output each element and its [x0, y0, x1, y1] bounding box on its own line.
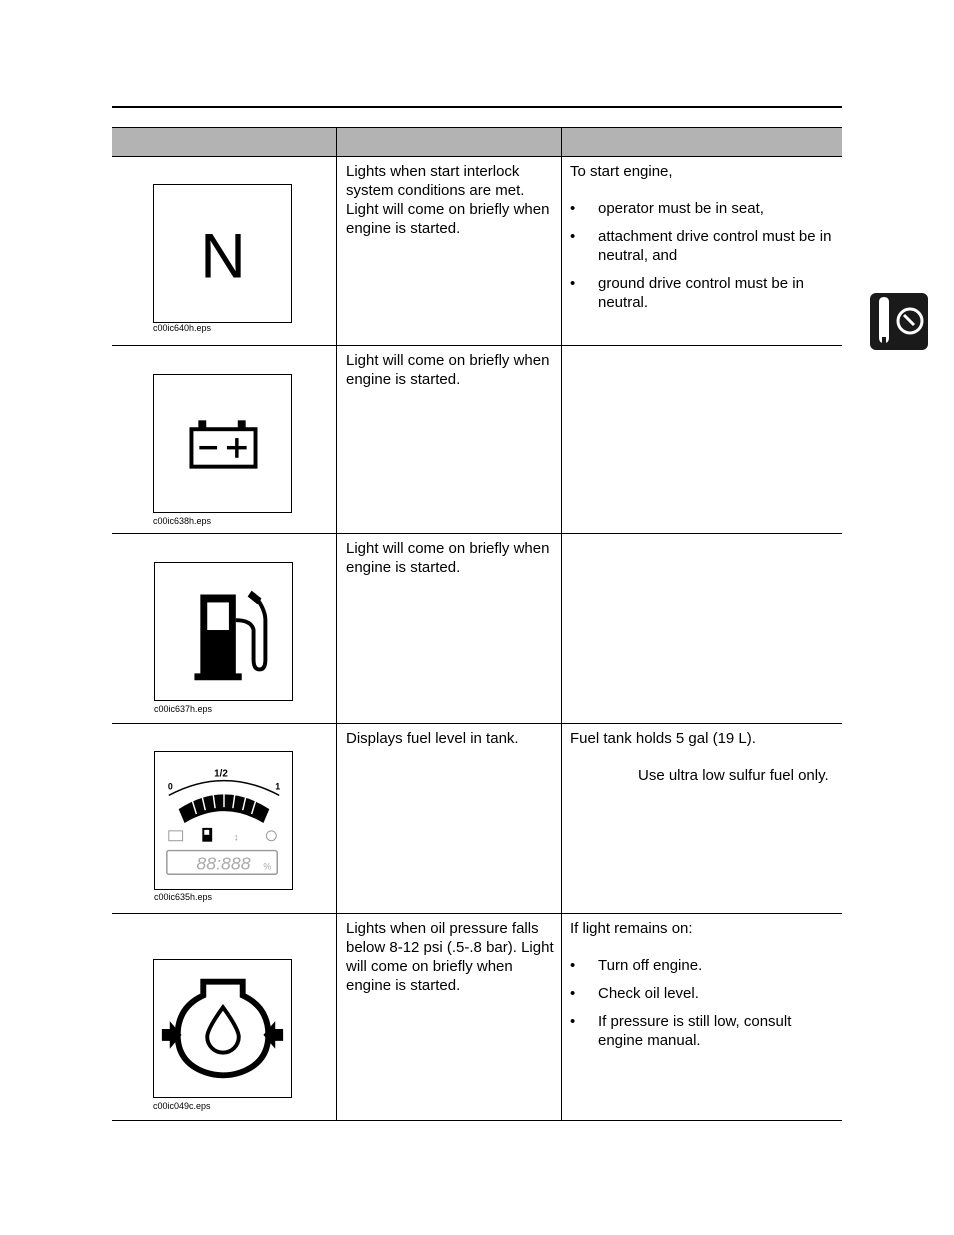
bullet: • — [570, 275, 576, 292]
column-divider — [561, 914, 562, 1120]
note-intro: Fuel tank holds 5 gal (19 L). — [570, 730, 756, 747]
column-divider — [561, 724, 562, 913]
row-description: Displays fuel level in tank. — [346, 730, 519, 747]
table-row — [112, 534, 842, 724]
list-item — [570, 984, 835, 1003]
battery-icon — [153, 374, 292, 513]
column-divider — [336, 534, 337, 723]
neutral-indicator-icon — [153, 184, 292, 323]
table-row — [112, 914, 842, 1121]
fuel-pump-icon — [154, 562, 293, 701]
top-rule — [112, 106, 842, 108]
table-row — [112, 346, 842, 534]
row-note — [570, 729, 835, 803]
gauge-empty-label: 0 — [167, 781, 173, 792]
icon-caption: c00ic640h.eps — [153, 323, 212, 333]
operation-section-tab-icon — [870, 293, 928, 350]
bullet-text: Check oil level. — [598, 985, 699, 1002]
bullet: • — [570, 200, 576, 217]
column-divider — [336, 346, 337, 533]
table-header — [112, 127, 842, 157]
note-intro: If light remains on: — [570, 920, 693, 937]
icon-caption: c00ic049c.eps — [153, 1101, 211, 1111]
note-intro: To start engine, — [570, 163, 673, 180]
bullet: • — [570, 985, 576, 1002]
svg-text:↕: ↕ — [233, 832, 239, 844]
bullet-text: ground drive control must be in neutral. — [598, 275, 804, 311]
bullet-text: attachment drive control must be in neutral, and — [598, 228, 832, 264]
note-extra-text: Use ultra low sulfur fuel only. — [638, 767, 829, 784]
bullet: • — [570, 957, 576, 974]
neutral-N-letter: N — [200, 221, 246, 292]
list-item — [570, 1012, 835, 1050]
list-item — [570, 956, 835, 975]
icon-caption: c00ic637h.eps — [154, 704, 213, 714]
column-divider — [561, 346, 562, 533]
table-row — [112, 157, 842, 346]
bullet-list — [570, 956, 835, 1050]
bullet-text: operator must be in seat, — [598, 200, 764, 217]
column-divider — [561, 157, 562, 345]
oil-pressure-icon — [153, 959, 292, 1098]
bullet: • — [570, 228, 576, 245]
gauge-half-label: 1/2 — [214, 768, 228, 780]
gauge-percent: % — [263, 861, 272, 872]
row-description: Light will come on briefly when engine is started. — [346, 352, 550, 388]
row-note — [570, 919, 835, 1059]
header-divider — [336, 128, 337, 156]
list-item — [570, 199, 835, 218]
column-divider — [336, 724, 337, 913]
row-description: Light will come on briefly when engine is started. — [346, 540, 550, 576]
header-divider — [561, 128, 562, 156]
list-item — [570, 227, 835, 265]
fuel-gauge-display-icon — [154, 751, 293, 890]
bullet: • — [570, 1013, 576, 1030]
table-row — [112, 724, 842, 914]
row-description: Lights when start interlock system conditions are met. Light will come on briefly when engine is started. — [346, 163, 550, 237]
column-divider — [336, 157, 337, 345]
bullet-list — [570, 199, 835, 312]
gauge-full-label: 1 — [275, 781, 281, 792]
icon-caption: c00ic638h.eps — [153, 516, 212, 526]
list-item — [570, 274, 835, 312]
note-extra — [570, 766, 835, 785]
column-divider — [561, 534, 562, 723]
icon-caption: c00ic635h.eps — [154, 892, 213, 902]
row-description: Lights when oil pressure falls below 8-12 psi (.5-.8 bar). Light will come on briefly when engine is started. — [346, 920, 554, 994]
gauge-digits: 88:888 — [196, 853, 251, 874]
bullet-text: Turn off engine. — [598, 957, 703, 974]
bullet-text: If pressure is still low, consult engine manual. — [598, 1013, 792, 1049]
column-divider — [336, 914, 337, 1120]
row-note — [570, 162, 835, 321]
